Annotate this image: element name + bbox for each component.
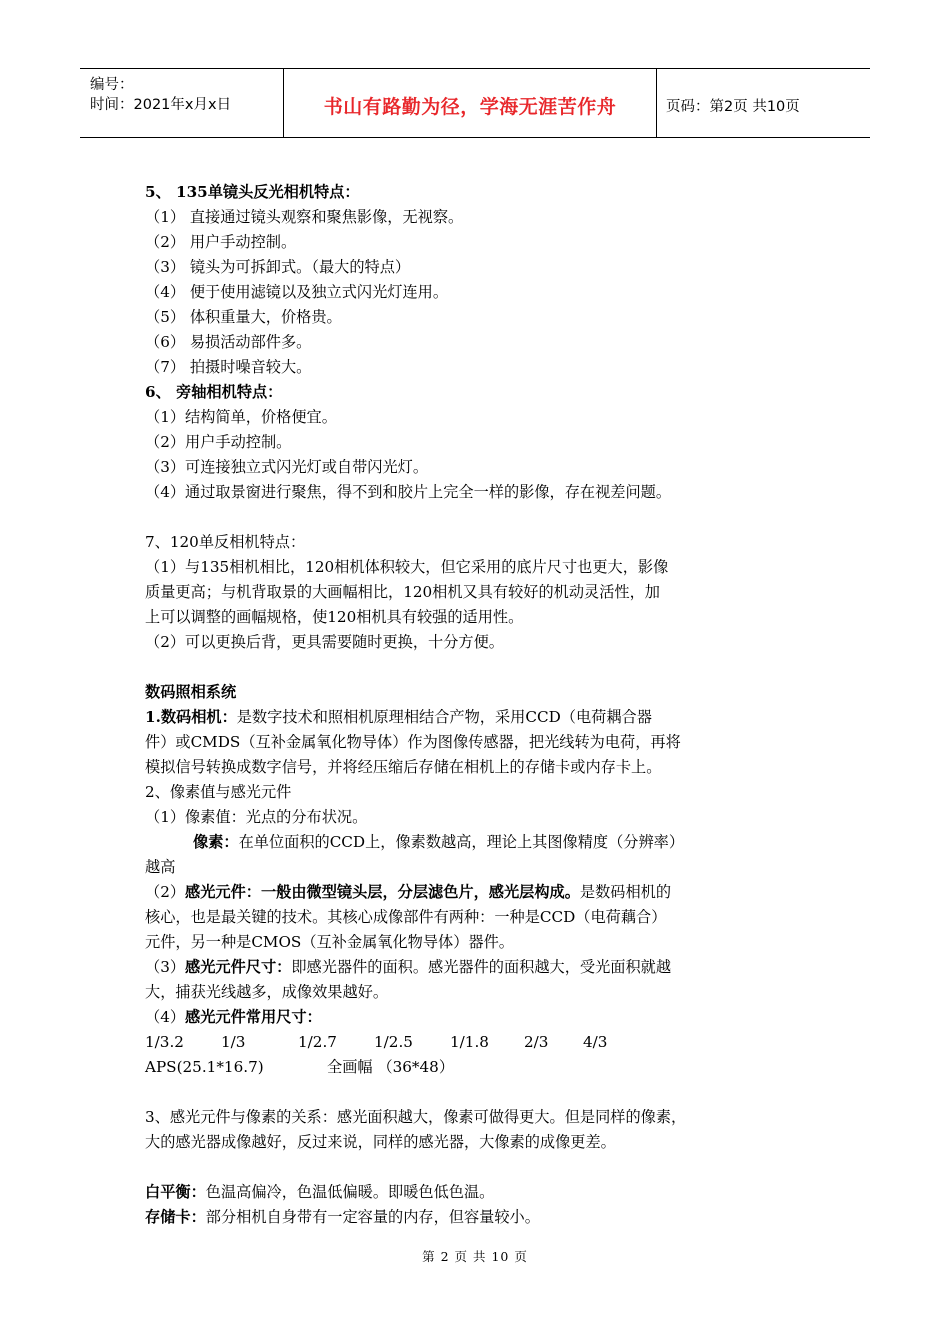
paragraph-line: 元件，另一种是CMOS（互补金属氧化物导体）器件。: [145, 933, 514, 951]
memory-card-text: 部分相机自身带有一定容量的内存，但容量较小。: [205, 1208, 540, 1226]
section-7-title: 7、120单反相机特点：: [145, 533, 306, 551]
pixel-label: 像素：: [193, 833, 239, 851]
pixel-text: 在单位面积的CCD上，像素数越高，理论上其图像精度（分辨率）: [238, 833, 685, 851]
code-label: 编号：: [90, 77, 134, 93]
list-item: （5） 体积重量大，价格贵。: [145, 308, 342, 326]
paragraph-line: （1）像素值：光点的分布状况。: [145, 808, 368, 826]
paragraph-line: 模拟信号转换成数字信号，并将经压缩后存储在相机上的存储卡或内存卡上。: [145, 758, 662, 776]
size-value: 1/2.5: [374, 1033, 413, 1051]
sensor-text: 是数码相机的: [579, 883, 672, 901]
motto: 书山有路勤为径，学海无涯苦作舟: [323, 96, 617, 118]
paragraph-line: 上可以调整的画幅规格，使120相机具有较强的适用性。: [145, 608, 524, 626]
list-item: （2）用户手动控制。: [145, 433, 292, 451]
full-frame-size: 全画幅 （36*48）: [327, 1058, 455, 1076]
list-item: （4）通过取景窗进行聚焦，得不到和胶片上完全一样的影像，存在视差问题。: [145, 483, 672, 501]
common-sizes-prefix: （4）: [145, 1008, 186, 1026]
memory-card-line: [145, 1205, 815, 1230]
sensor-size-prefix: （3）: [145, 958, 186, 976]
size-value: 1/3: [221, 1033, 246, 1051]
list-item: （4） 便于使用滤镜以及独立式闪光灯连用。: [145, 283, 449, 301]
list-item: （7） 拍摄时噪音较大。: [145, 358, 312, 376]
sensor-size-line: [145, 955, 815, 980]
size-value: 1/2.7: [298, 1033, 337, 1051]
subsection-title: 2、像素值与感光元件: [145, 783, 292, 801]
sizes-row: [145, 1030, 815, 1055]
sensor-line: [145, 880, 815, 905]
size-value: 4/3: [583, 1033, 608, 1051]
white-balance-text: 色温高偏冷，色温低偏暖。即暖色低色温。: [205, 1183, 495, 1201]
header-table: [80, 68, 870, 138]
header-info-cell: [80, 69, 284, 137]
digital-camera-text: 是数字技术和照相机原理相结合产物，采用CCD（电荷耦合器: [236, 708, 652, 726]
paragraph-line: 大的感光器成像越好，反过来说，同样的感光器，大像素的成像更差。: [145, 1133, 616, 1151]
digital-section-title: 数码照相系统: [145, 683, 237, 701]
paragraph-line: 核心，也是最关键的技术。其核心成像部件有两种：一种是CCD（电荷藕合）: [145, 908, 667, 926]
section-5-title: 5、 135单镜头反光相机特点：: [145, 183, 360, 201]
sensor-bold: 感光元件：一般由微型镜头层，分层滤色片，感光层构成。: [185, 883, 580, 901]
white-balance-line: [145, 1180, 815, 1205]
sensor-size-text: 即感光器件的面积。感光器件的面积越大，受光面积就越: [291, 958, 672, 976]
paragraph-line: （1）与135相机相比，120相机体积较大，但它采用的底片尺寸也更大，影像: [145, 558, 669, 576]
page-label: 页码：第2页 共10页: [666, 99, 800, 115]
pixel-line: [145, 830, 815, 855]
list-item: （1）结构简单，价格便宜。: [145, 408, 337, 426]
document-body: [145, 180, 815, 1230]
white-balance-label: 白平衡：: [145, 1183, 206, 1201]
paragraph-line: 质量更高；与机背取景的大画幅相比，120相机又具有较好的机动灵活性，加: [145, 583, 660, 601]
size-value: 1/1.8: [450, 1033, 489, 1051]
paragraph-line: 件）或CMDS（互补金属氧化物导体）作为图像传感器，把光线转为电荷，再将: [145, 733, 681, 751]
sensor-prefix: （2）: [145, 883, 186, 901]
aps-size: APS(25.1*16.7): [145, 1058, 264, 1076]
size-value: 2/3: [524, 1033, 549, 1051]
memory-card-label: 存储卡：: [145, 1208, 206, 1226]
list-item: （1） 直接通过镜头观察和聚焦影像，无视察。: [145, 208, 464, 226]
header-page-cell: [657, 69, 870, 137]
size-value: 1/3.2: [145, 1033, 184, 1051]
list-item: （6） 易损活动部件多。: [145, 333, 312, 351]
paragraph-line: 3、感光元件与像素的关系：感光面积越大，像素可做得更大。但是同样的像素，: [145, 1108, 687, 1126]
common-sizes-line: [145, 1005, 815, 1030]
paragraph-line: （2）可以更换后背，更具需要随时更换，十分方便。: [145, 633, 504, 651]
list-item: （2） 用户手动控制。: [145, 233, 297, 251]
list-item: （3）可连接独立式闪光灯或自带闪光灯。: [145, 458, 429, 476]
time-label: 时间：2021年x月x日: [90, 97, 232, 113]
sensor-size-bold: 感光元件尺寸：: [185, 958, 292, 976]
section-6-title: 6、 旁轴相机特点：: [145, 383, 283, 401]
common-sizes-bold: 感光元件常用尺寸：: [185, 1008, 322, 1026]
list-item: （3） 镜头为可拆卸式。（最大的特点）: [145, 258, 411, 276]
aps-row: [145, 1055, 815, 1080]
digital-camera-label: 1.数码相机：: [145, 708, 237, 726]
header-motto-cell: [284, 69, 657, 137]
paragraph-line: 越高: [145, 858, 176, 876]
digital-camera-line: [145, 705, 815, 730]
paragraph-line: 大，捕获光线越多，成像效果越好。: [145, 983, 388, 1001]
page-footer: 第 2 页 共 10 页: [422, 1249, 528, 1264]
